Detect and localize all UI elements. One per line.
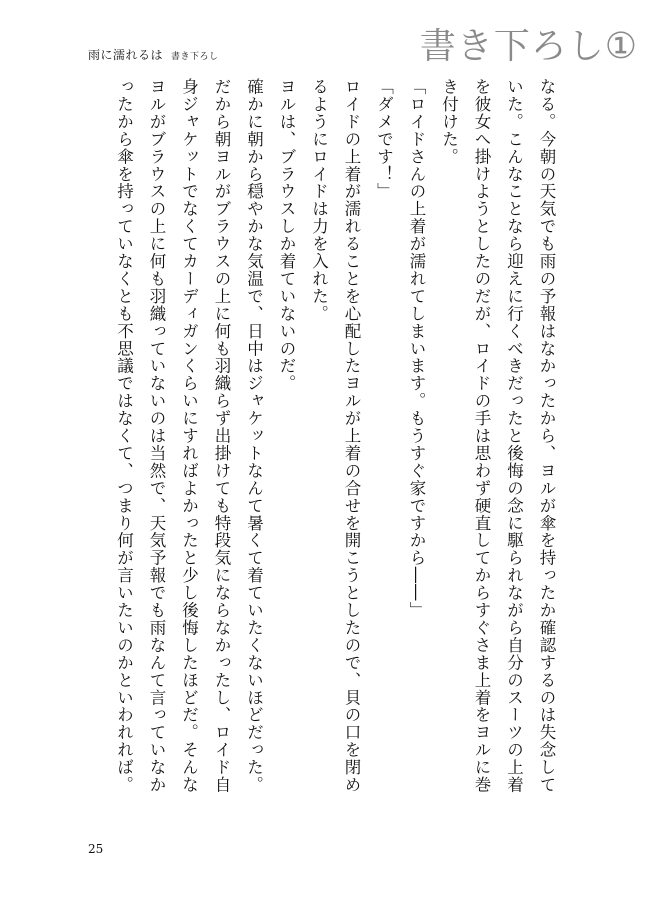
body-text [92,78,562,798]
section-title: 書き下ろし① [419,26,638,67]
paragraph: 確かに朝から穏やかな気温で、日中はジャケットなんて暑くて着ていたくないほどだった。だから朝ヨルがブラウスの上に何も羽織らず出掛けても特段気にならなかったし、ロイド自身ジャケットでなくてカーディガンくらいにすればよかったと少し後悔したほどだ。そんなヨルがブラウスの上に何も羽織っていないのは当然で、天気予報でも雨なんて言っていなかったから傘を持っていなくとも不思議ではなくて、つまり何が言いたいのかといわれれば。 [114,78,264,794]
page-number: 25 [88,842,104,856]
book-subtitle: 書き下ろし [171,52,219,62]
paragraph: なる。今朝の天気でも雨の予報はなかったから、ヨルが傘を持ったか確認するのは失念していた。こんなことなら迎えに行くべきだったと後悔の念に駆られながら自分のスーツの上着を彼女へ掛けようとしたのだが、ロイドの手は思わず硬直してからすぐさま上着をヨルに巻き付けた。 [439,78,556,794]
paragraph: ロイドの上着が濡れることを心配したヨルが上着の合せを開こうとしたので、貝の口を閉めるようにロイドは力を入れた。 [309,78,361,794]
paragraph: ヨルは、ブラウスしか着ていないのだ。 [277,78,296,393]
book-title: 雨に濡れるは [88,48,164,62]
paragraph: 「ダメです！」 [374,78,394,201]
running-head [88,46,219,63]
paragraph: 「ロイドさんの上着が濡れてしまいます。もうすぐ家ですから――」 [407,78,426,619]
